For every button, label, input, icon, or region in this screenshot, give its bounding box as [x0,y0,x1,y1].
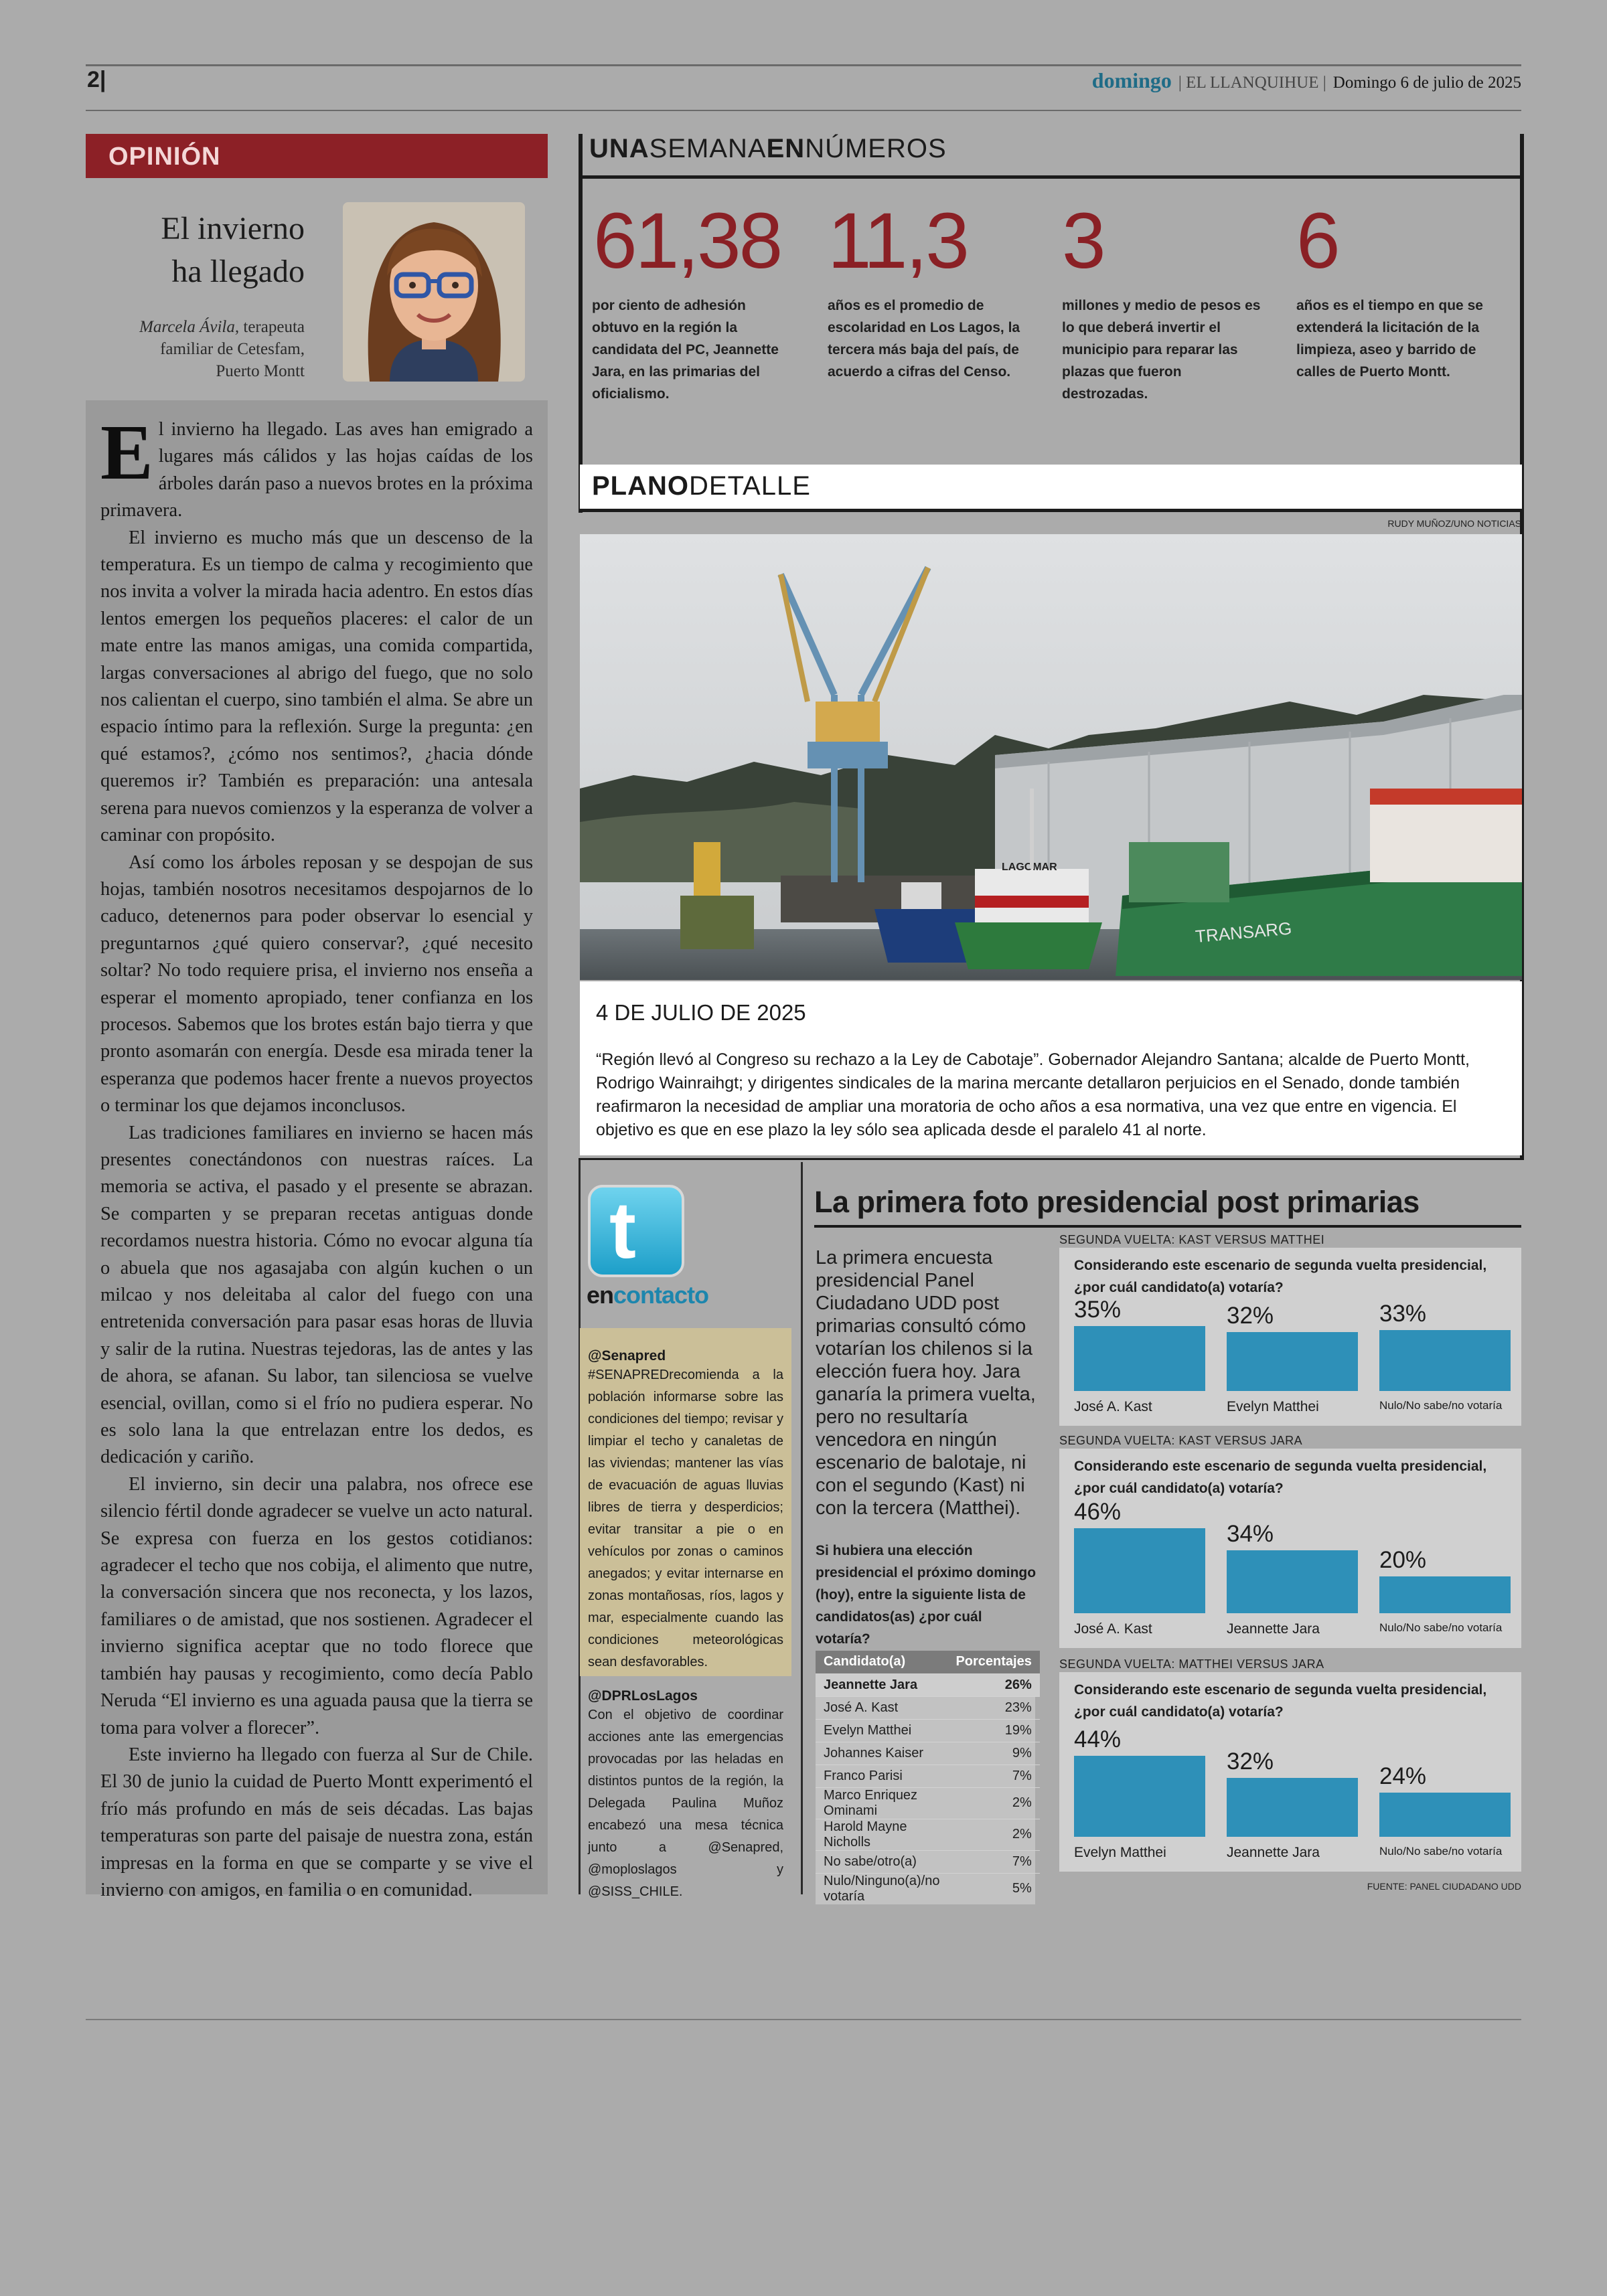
stat-text-4: años es el tiempo en que se extenderá la licitación de la limpieza, aseo y barrido de calles de Puerto Montt. [1296,298,1483,380]
title-line-1: El invierno [161,211,305,246]
table-row: Jeannette Jara 26% [816,1673,1040,1696]
chart-data-label: 34% [1227,1521,1274,1548]
chart-data-label: 35% [1074,1297,1122,1323]
stat-text-2: años es el promedio de escolaridad en Los Lagos, la tercera más baja del país, de acuerdo a cifras del Censo. [828,298,1020,380]
footer-rule [86,2019,1521,2020]
stat-number-1: 61,38 [593,197,781,285]
chart-data-label: 24% [1379,1762,1427,1789]
author-role-line2: familiar de Cetesfam, [160,340,305,358]
chart-data-label: 44% [1074,1726,1122,1752]
chart-data-label: 32% [1227,1748,1274,1775]
tweet-handle: @DPRLosLagos [588,1688,698,1704]
chart-category-label: Jeannette Jara [1227,1845,1320,1860]
table-header: Candidato(a) [816,1651,947,1673]
caption-body: “Región llevó al Congreso su rechazo a la Ley de Cabotaje”. Gobernador Alejandro Santana; alcalde de Puerto Montt, Rodrigo Wainraihgt; y dirigentes sindicales de la marina mercante detallaron perjuicios en el Senado, donde también reafirmaron la necesidad de ampliar una moratoria de ocho años a esa normativa, una vez que entre en vigencia. El objetivo es que en ese plazo la ley sólo sea aplicada desde el paralelo 41 al norte. [596,1050,1470,1139]
plano-band [580,465,1522,509]
newspaper-name: | EL LLANQUIHUE | [1178,74,1326,92]
chart-bar [1074,1528,1205,1613]
poll-lead: La primera encuesta presidencial Panel Ciudadano UDD post primarias consultó cómo votarían los chilenos si la elección fuera hoy. Jara ganaría la primera vuelta, pero no resultaría vencedora en ningún escenario de balotaje, ni con el segundo (Kast) ni con la tercera (Matthei). [816,1247,1036,1519]
boat-label-2: TRANSARG [1194,918,1293,947]
chart-category-label: Nulo/No sabe/no votaría [1379,1399,1503,1412]
stat-number-2: 11,3 [828,197,968,285]
tweet-handle: @Senapred [588,1348,666,1364]
plano-title: PLANODETALLE [592,471,811,501]
chart-1 [1059,1248,1521,1426]
paragraph-1-text: l invierno ha llegado. Las aves han emigrado a lugares más cálidos y las hojas caídas de los árboles darán paso a nuevos brotes en la próxima primavera. [100,419,533,521]
chart-category-label: José A. Kast [1074,1399,1152,1414]
paragraph-5: El invierno, sin decir una palabra, nos ofrece ese silencio fértil donde agradecer se vuelve un acto natural. Se expresa con fuerza en los gestos cotidianos: agradecer el techo que nos cobija, el alimento que nutre, la conversación sincera que nos reconecta, y los lazos, familiares o de amistad, que nos sostienen. Agradecer el invierno significa aceptar que no todo florece que también hay pausas y recogimiento, como decía Pablo Neruda “El invierno es una aguada pausa que la tierra se toma para volver a florecer”. [100,1473,533,1738]
drop-cap: E [100,408,153,496]
brand-name: domingo [1091,68,1172,92]
chart-1-question: Considerando este escenario de segunda vuelta presidencial, ¿por cuál candidato(a) votaría? [1074,1258,1487,1295]
tweet-body: #SENAPREDrecomienda a la población informarse sobre las condiciones del tiempo; revisar y limpiar el techo y canaletas de las viviendas; mantener las vías de evacuación de aguas lluvias libres de tierra y desperdicios; evitar transitar a pie o en vehículos por zonas o caminos anegados; y evitar internarse en zonas montañosas, ríos, lagos y mar, especialmente cuando las condiciones meteorológicas sean desfavorables. [588,1368,783,1669]
issue-date: Domingo 6 de julio de 2025 [1332,74,1521,92]
poll-question: Si hubiera una elección presidencial el próximo domingo (hoy), entre la siguiente lista de candidatos(as) ¿por cuál votaría? [816,1543,1037,1647]
poll-source: FUENTE: PANEL CIUDADANO UDD [1367,1881,1521,1892]
poll-title: La primera foto presidencial post primarias [814,1185,1420,1219]
tweet-dprloslagos [580,1688,791,1903]
header-top-rule [86,64,1521,66]
section-label: OPINIÓN [108,143,221,171]
author-role: terapeuta [239,318,305,336]
table-row: Johannes Kaiser 9% [816,1742,1040,1765]
table-row: Harold Mayne Nicholls 2% [816,1819,1040,1850]
chart-bar [1379,1793,1511,1837]
tweet-senapred [580,1328,791,1676]
chart-2 [1059,1449,1521,1648]
table-row: José A. Kast 23% [816,1696,1040,1719]
stat-text-3: millones y medio de pesos es lo que deberá invertir el municipio para reparar las plazas que fueron destrozadas. [1062,298,1261,402]
chart-category-label: Jeannette Jara [1227,1621,1320,1637]
chart-bar [1074,1326,1205,1391]
plano-rule [579,509,1524,512]
page-number: 2| [87,67,106,92]
chart-bar [1379,1576,1511,1613]
table-row: Nulo/Ninguno(a)/no votaría 5% [816,1873,1040,1904]
boat-label-1: LAGOMAR [1002,862,1057,873]
encontacto-label: encontacto [587,1281,709,1309]
chart-2-question: Considerando este escenario de segunda vuelta presidencial, ¿por cuál candidato(a) votaría? [1074,1459,1487,1496]
semana-rule [579,175,1524,179]
photo-credit: RUDY MUÑOZ/UNO NOTICIAS [1387,518,1521,529]
paragraph-3: Así como los árboles reposan y se despojan de sus hojas, también nosotros necesitamos despojarnos de lo caduco, detenernos para poder observar lo esencial y preguntarnos ¿qué quiero conservar?, ¿qué necesito soltar? No todo requiere prisa, el invierno nos enseña a esperar el momento apropiado, tener confianza en los procesos. Sabemos que los brotes están bajo tierra y que pronto asomarán con energía. Desde esa mirada tener la esperanza que podemos hacer frente a nuevos proyectos o terminar los que dejamos inconclusos. [100,851,533,1117]
frame-left [579,134,583,513]
author-city: Puerto Montt [216,362,305,380]
table-row: No sabe/otro(a) 7% [816,1850,1040,1873]
paragraph-2: El invierno es mucho más que un descenso de la temperatura. Es un tiempo de calma y recogimiento que nos invita a volver la mirada hacia adentro. En estos días lentos emergen los pequeños placeres: el calor de un mate entre las manos amigas, una comida compartida, largas conversaciones al abrigo del fuego, que no solo nos calientan el cuerpo, sino también el alma. Se abre un espacio íntimo para la reflexión. Surge la pregunta: ¿en qué estamos?, ¿cómo nos sentimos?, ¿hacia dónde queremos ir? También es preparación: una antesala serena para nuevos comienzos y la esperanza de volver a caminar con propósito. [100,527,533,846]
chart-category-label: Evelyn Matthei [1074,1845,1166,1860]
chart-category-label: Nulo/No sabe/no votaría [1379,1845,1503,1858]
chart-bar [1227,1550,1358,1613]
chart-bar [1074,1756,1205,1837]
paragraph-4: Las tradiciones familiares en invierno se hacen más presentes conectándonos con nuestras raíces. La memoria se activa, el pasado y el presente se abrazan. Se comparten y se preparan recetas antiguas donde recordamos nuestra historia. Cómo no evocar alguna tía o abuela que nos agasajaba con algún kuchen o un milcao y nos deleitaba al calor del fuego con una entretenida conversación para pasar esas horas de lluvia y salir de la rutina. Nuestras tejedoras, las de antes y las de ahora, se afanan. Su labor, tan silenciosa se vuelve esencial, ovillan, como si el frío no pudiera esperar. No es solo lana la que entrelazan entre los dedos, es dedicación y cariño. [100,1122,533,1468]
tweet-body: Con el objetivo de coordinar acciones ante las emergencias provocadas por las heladas en distintos puntos de la región, la Delegada Paulina Muñoz encabezó una mesa técnica junto a @Senapred, @moploslagos y @SISS_CHILE. [588,1708,783,1899]
chart-1-title: SEGUNDA VUELTA: KAST VERSUS MATTHEI [1059,1233,1325,1246]
table-header: Porcentajes [947,1651,1039,1673]
table-row: Evelyn Matthei 19% [816,1719,1040,1742]
chart-data-label: 32% [1227,1302,1274,1329]
chart-bar [1379,1330,1511,1391]
chart-bar [1227,1778,1358,1837]
twitter-icon: t [588,1185,684,1277]
semana-title: UNASEMANAENNÚMEROS [589,134,947,163]
author-name: Marcela Ávila, [139,318,240,336]
chart-3 [1059,1672,1521,1872]
chart-data-label: 33% [1379,1300,1427,1327]
chart-category-label: Nulo/No sabe/no votaría [1379,1621,1503,1634]
chart-category-label: Evelyn Matthei [1227,1399,1319,1414]
table-row: Marco Enriquez Ominami 2% [816,1787,1040,1819]
paragraph-1 [100,408,533,525]
stat-number-3: 3 [1062,197,1104,285]
masthead [1092,68,1521,93]
article-title [127,208,305,293]
author-portrait [343,202,525,382]
opinion-body [86,400,548,1900]
chart-3-question: Considerando este escenario de segunda vuelta presidencial, ¿por cuál candidato(a) votaría? [1074,1682,1487,1720]
candidates-table [816,1651,1035,1904]
header-bottom-rule [86,110,1521,111]
title-line-2: ha llegado [171,254,305,289]
column-divider [801,1162,803,1894]
poll-title-rule [814,1225,1521,1228]
paragraph-6: Este invierno ha llegado con fuerza al Sur de Chile. El 30 de junio la cuidad de Puerto Montt experimentó el frío más profundo en más de seis décadas. Las bajas temperaturas son parte del paisaje de nuestra zona, están impresas en la forma en que se comparte y se vive el invierno con amigos, en familia o en comunidad. [100,1744,533,1900]
chart-data-label: 20% [1379,1546,1427,1573]
bottom-section-rule [579,1158,1524,1160]
port-photo [580,534,1522,980]
chart-category-label: José A. Kast [1074,1621,1152,1637]
chart-data-label: 46% [1074,1499,1122,1526]
caption-date: 4 DE JULIO DE 2025 [596,1000,806,1025]
author-byline [100,316,305,382]
stat-number-4: 6 [1296,197,1338,285]
chart-bar [1227,1332,1358,1391]
table-row: Franco Parisi 7% [816,1765,1040,1787]
stat-text-1: por ciento de adhesión obtuvo en la región la candidata del PC, Jeannette Jara, en las primarias del oficialismo. [592,298,779,402]
table-header-row [816,1651,1040,1673]
chart-3-title: SEGUNDA VUELTA: MATTHEI VERSUS JARA [1059,1657,1324,1671]
photo-caption [580,981,1522,1155]
opinion-banner [86,134,548,178]
chart-2-title: SEGUNDA VUELTA: KAST VERSUS JARA [1059,1434,1303,1447]
